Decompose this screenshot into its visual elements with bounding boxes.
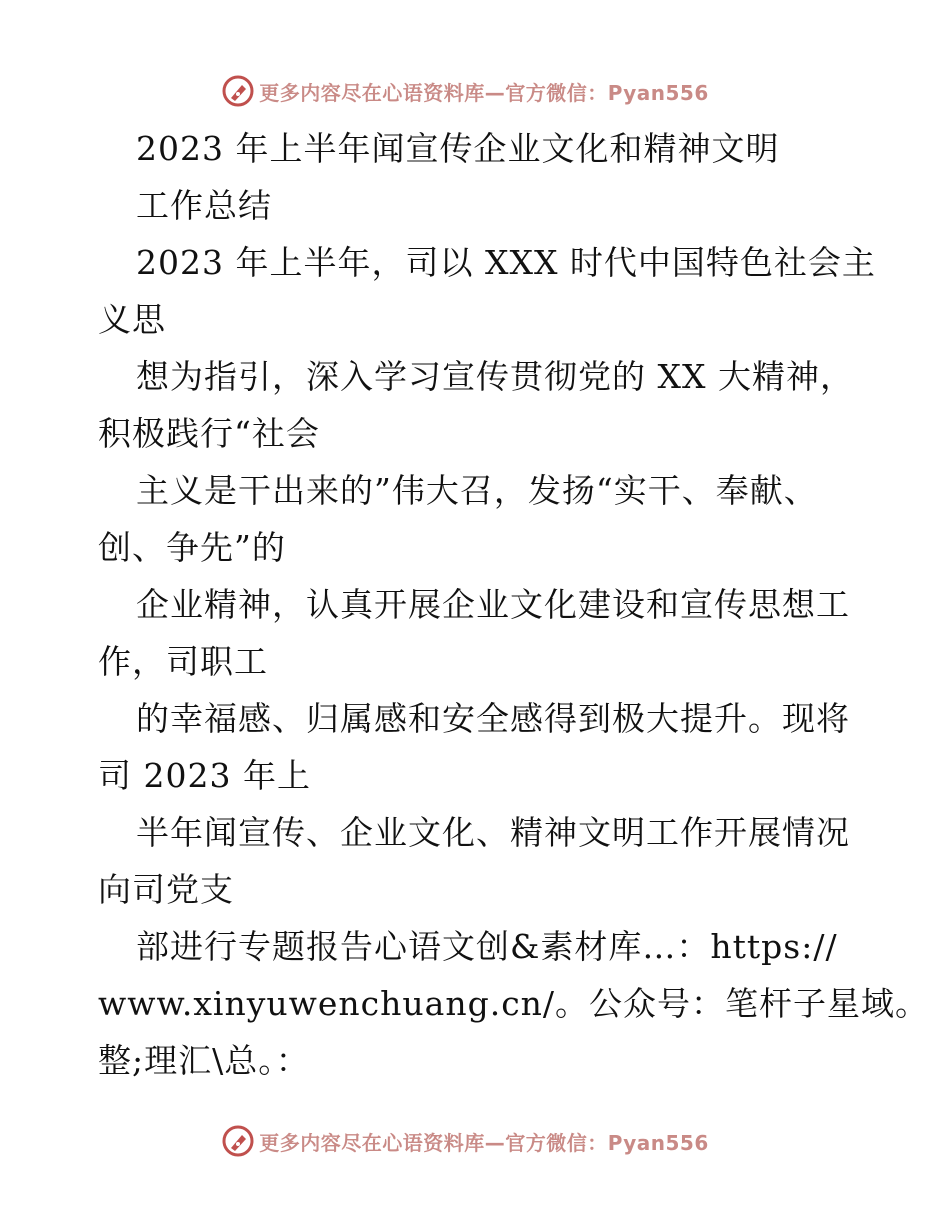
paragraph-line: 2023 年上半年，司以 XXX 时代中国特色社会主 [136, 243, 876, 282]
document-body [98, 120, 930, 1089]
paragraph-line: 整;理汇\总。： [98, 1041, 310, 1080]
paragraph-line: 部进行专题报告心语文创&素材库…：https:// [136, 927, 838, 966]
paragraph-line: 创、争先”的 [98, 528, 286, 567]
watermark-text: 更多内容尽在心语资料库—官方微信：Pyan556 [259, 80, 709, 105]
watermark-text: 更多内容尽在心语资料库—官方微信：Pyan556 [259, 1130, 709, 1155]
paragraph-line: 作，司职工 [98, 642, 268, 681]
paragraph-line: 想为指引，深入学习宣传贯彻党的 XX 大精神， [136, 357, 854, 396]
pen-nib-logo-icon [221, 1124, 255, 1158]
title-line-2: 工作总结 [136, 186, 272, 225]
header-watermark [0, 72, 950, 110]
paragraph-line: 主义是干出来的”伟大召，发扬“实干、奉献、 [136, 471, 818, 510]
footer-watermark [0, 1122, 950, 1160]
paragraph-line: 司 2023 年上 [98, 756, 311, 795]
paragraph-line: 企业精神，认真开展企业文化建设和宣传思想工 [136, 585, 850, 624]
paragraph-line: 积极践行“社会 [98, 414, 320, 453]
paragraph-line: 半年闻宣传、企业文化、精神文明工作开展情况 [136, 813, 850, 852]
paragraph-line: 义思 [98, 300, 166, 339]
paragraph-line: 的幸福感、归属感和安全感得到极大提升。现将 [136, 699, 850, 738]
paragraph-line: www.xinyuwenchuang.cn/。公众号：笔杆子星域。 [98, 984, 930, 1023]
paragraph-line: 向司党支 [98, 870, 234, 909]
title-line-1: 2023 年上半年闻宣传企业文化和精神文明 [136, 129, 780, 168]
pen-nib-logo-icon [221, 74, 255, 108]
